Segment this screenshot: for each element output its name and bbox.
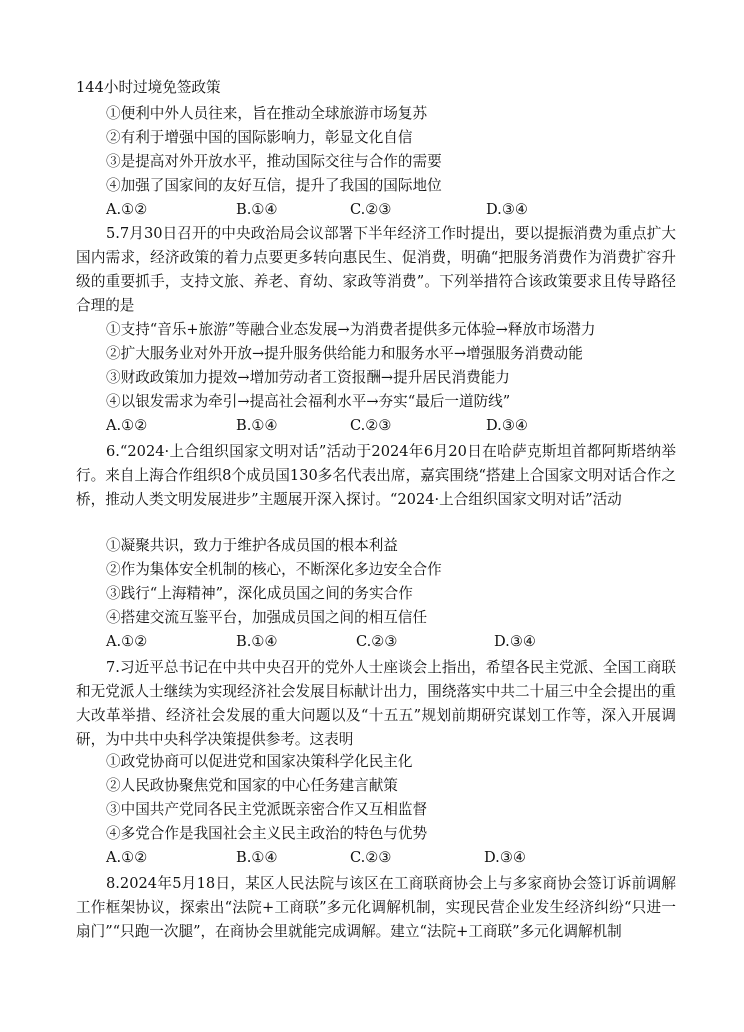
q6-choice-d[interactable]: D.③④ — [494, 633, 536, 650]
q4-option-2: ②有利于增强中国的国际影响力，彰显文化自信 — [106, 129, 413, 146]
q6-choice-c[interactable]: C.②③ — [356, 633, 398, 650]
q6-choices — [106, 632, 706, 652]
q7-choice-a[interactable]: A.①② — [106, 849, 148, 866]
q6-stem: 6.“2024·上合组织国家文明对话”活动于2024年6月20日在哈萨克斯坦首都阿斯塔纳举行。来自上海合作组织8个成员国130多名代表出席，嘉宾围绕“搭建上合国家文明对话合作之桥，推动人类文明发展进步”主题展开深入探讨。“2024·上合组织国家文明对话”活动 — [76, 443, 676, 508]
q7-option-2: ②人民政协聚焦党和国家的中心任务建言献策 — [106, 777, 398, 794]
q6-option-3: ③践行“上海精神”，深化成员国之间的务实合作 — [106, 585, 413, 602]
q7-choices — [106, 848, 706, 868]
q6-option-4: ④搭建交流互鉴平台，加强成员国之间的相互信任 — [106, 609, 428, 626]
q5-option-1: ①支持“音乐+旅游”等融合业态发展→为消费者提供多元体验→释放市场潜力 — [106, 321, 596, 338]
q5-option-3: ③财政政策加力提效→增加劳动者工资报酬→提升居民消费能力 — [106, 369, 510, 386]
q5-option-4: ④以银发需求为牵引→提高社会福利水平→夯实“最后一道防线” — [106, 393, 511, 410]
q4-choice-b[interactable]: B.①④ — [236, 201, 278, 218]
q5-choice-d[interactable]: D.③④ — [486, 417, 528, 434]
q5-option-2: ②扩大服务业对外开放→提升服务供给能力和服务水平→增强服务消费动能 — [106, 345, 583, 362]
q4-choices — [106, 200, 706, 220]
q4-choice-d[interactable]: D.③④ — [486, 201, 528, 218]
q6-option-1: ①凝聚共识，致力于维护各成员国的根本利益 — [106, 537, 398, 554]
q8-stem: 8.2024年5月18日，某区人民法院与该区在工商联商协会上与多家商协会签订诉前调解工作框架协议，探索出“法院+工商联”多元化调解机制，实现民营企业发生经济纠纷“只进一扇门”“只跑一次腿”，在商协会里就能完成调解。建立“法院+工商联”多元化调解机制 — [76, 875, 676, 940]
q4-option-3: ③是提高对外开放水平，推动国际交往与合作的需要 — [106, 153, 442, 170]
q5-stem: 5.7月30日召开的中央政治局会议部署下半年经济工作时提出，要以提振消费为重点扩大国内需求，经济政策的着力点要更多转向惠民生、促消费，明确“把服务消费作为消费扩容升级的重要抓手，支持文旅、养老、育幼、家政等消费”。下列举措符合该政策要求且传导路径合理的是 — [76, 225, 676, 314]
q4-choice-c[interactable]: C.②③ — [350, 201, 392, 218]
q5-choices — [106, 416, 706, 436]
q4-option-4: ④加强了国家间的友好互信，提升了我国的国际地位 — [106, 177, 442, 194]
q5-choice-a[interactable]: A.①② — [106, 417, 148, 434]
q7-option-4: ④多党合作是我国社会主义民主政治的特色与优势 — [106, 825, 428, 842]
q7-stem: 7.习近平总书记在中共中央召开的党外人士座谈会上指出，希望各民主党派、全国工商联和无党派人士继续为实现经济社会发展目标献计出力，围绕落实中共二十届三中全会提出的重大改革举措、经济社会发展的重大问题以及“十五五”规划前期研究谋划工作等，深入开展调研，为中共中央科学决策提供参考。这表明 — [76, 659, 676, 748]
q5-choice-c[interactable]: C.②③ — [350, 417, 392, 434]
q6-choice-a[interactable]: A.①② — [106, 633, 148, 650]
q4-stem-end: 144小时过境免签政策 — [76, 79, 221, 96]
q6-choice-b[interactable]: B.①④ — [236, 633, 278, 650]
q4-option-1: ①便利中外人员往来，旨在推动全球旅游市场复苏 — [106, 105, 428, 122]
q4-choice-a[interactable]: A.①② — [106, 201, 148, 218]
q7-option-1: ①政党协商可以促进党和国家决策科学化民主化 — [106, 753, 413, 770]
q7-choice-c[interactable]: C.②③ — [350, 849, 392, 866]
q7-option-3: ③中国共产党同各民主党派既亲密合作又互相监督 — [106, 801, 428, 818]
q5-choice-b[interactable]: B.①④ — [236, 417, 278, 434]
q7-choice-b[interactable]: B.①④ — [236, 849, 278, 866]
q7-choice-d[interactable]: D.③④ — [484, 849, 526, 866]
q6-option-2: ②作为集体安全机制的核心，不断深化多边安全合作 — [106, 561, 442, 578]
